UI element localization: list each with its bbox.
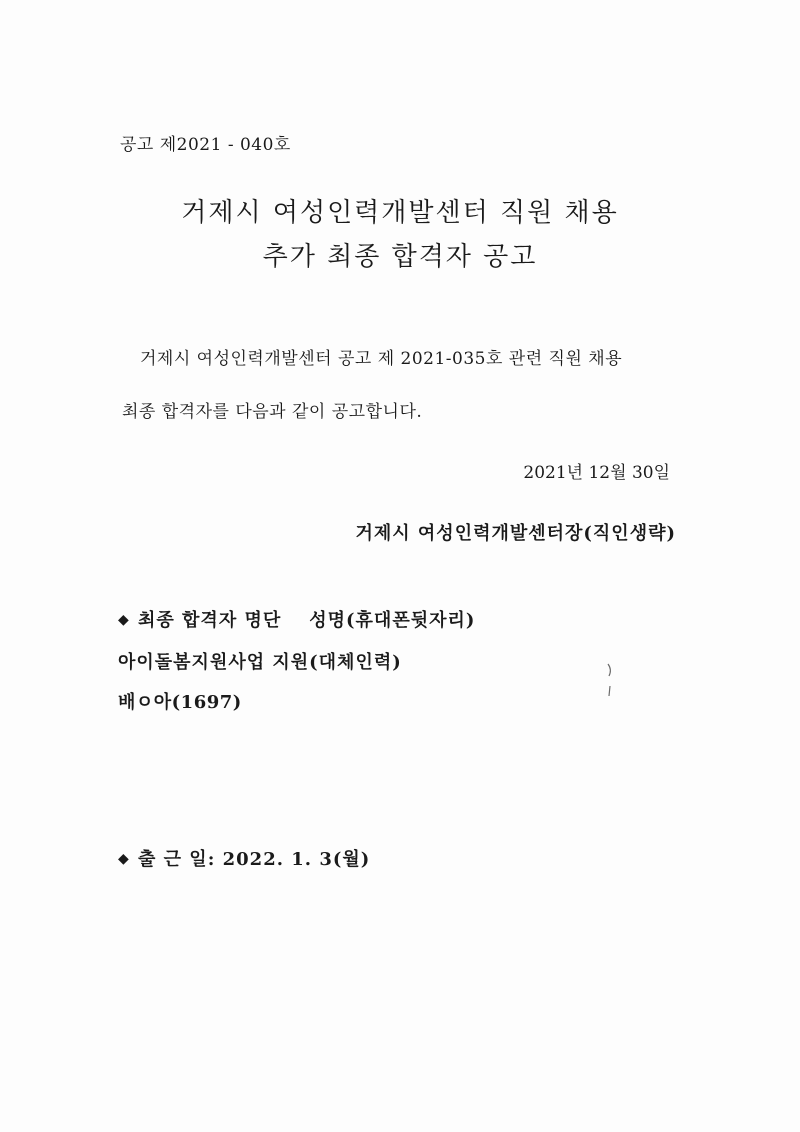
pen-mark-decoration [600,662,620,700]
start-date-line [118,845,370,871]
issuer-signature: 거제시 여성인력개발센터장(직인생략) [355,523,676,544]
finalist-name-note: 성명(휴대폰뒷자리) [309,610,476,631]
finalist-heading-label: 최종 합격자 명단 [138,610,282,631]
document-title-line-1: 거제시 여성인력개발센터 직원 채용 [181,198,619,228]
finalist-list-heading [118,606,475,632]
candidate-entry: 배ㅇ아(1697) [118,692,242,713]
position-title: 아이돌봄지원사업 지원(대체인력) [118,652,402,673]
body-paragraph-line-1: 거제시 여성인력개발센터 공고 제 2021-035호 관련 직원 채용 [140,349,623,369]
notice-number: 공고 제2021 - 040호 [120,135,291,155]
diamond-bullet-icon: ◆ [118,612,130,628]
document-title-line-2: 추가 최종 합격자 공고 [262,242,538,272]
announcement-date: 2021년 12월 30일 [523,463,670,483]
body-paragraph-line-2: 최종 합격자를 다음과 같이 공고합니다. [122,402,423,422]
start-date-value: 2022. 1. 3(월) [222,849,371,870]
diamond-bullet-icon: ◆ [118,851,130,867]
start-date-label: 출 근 일: [138,849,216,870]
